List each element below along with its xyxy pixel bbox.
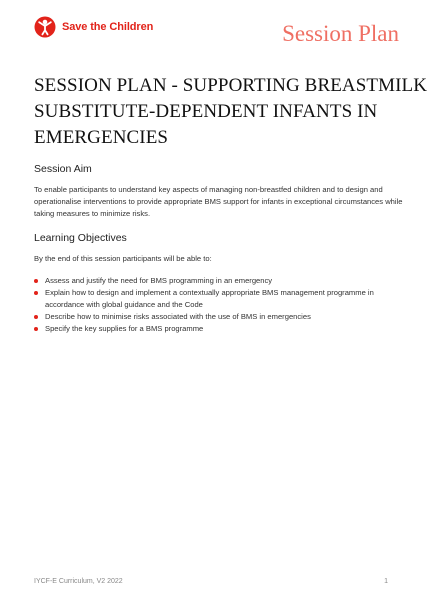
session-aim-heading: Session Aim [34,163,92,175]
objective-text: Specify the key supplies for a BMS programme [45,324,204,333]
session-aim-text: To enable participants to understand key aspects of managing non-breastfed children and to design and operationalise interventions to provide appropriate BMS support for infants in exceptional circumstances while taking measures to minimize risks. [34,185,403,218]
bullet-icon [34,327,38,331]
learning-objectives-intro: By the end of this session participants will be able to: [34,254,212,263]
header-title: Session Plan [282,21,399,46]
brand-name: Save the Children [62,21,154,33]
objective-text: Describe how to minimise risks associated with the use of BMS in emergencies [45,312,311,321]
bullet-icon [34,279,38,283]
footer-curriculum-label: IYCF-E Curriculum, V2 2022 [34,578,123,585]
footer-page-number: 1 [384,578,388,585]
list-item [34,287,412,311]
list-item [34,275,412,287]
learning-objectives-heading: Learning Objectives [34,232,127,244]
objective-text: Assess and justify the need for BMS programming in an emergency [45,276,273,285]
list-item [34,323,412,335]
save-the-children-logo-icon [34,16,56,38]
bullet-icon [34,291,38,295]
list-item [34,311,412,323]
bullet-icon [34,315,38,319]
brand-logo-block [34,16,153,38]
page-title: SESSION PLAN - SUPPORTING BREASTMILK SUBSTITUTE-DEPENDENT INFANTS IN EMERGENCIES [34,75,428,148]
objective-text: Explain how to design and implement a contextually appropriate BMS management programme in accordance with global guidance and the Code [45,288,374,309]
learning-objectives-list [34,275,412,335]
